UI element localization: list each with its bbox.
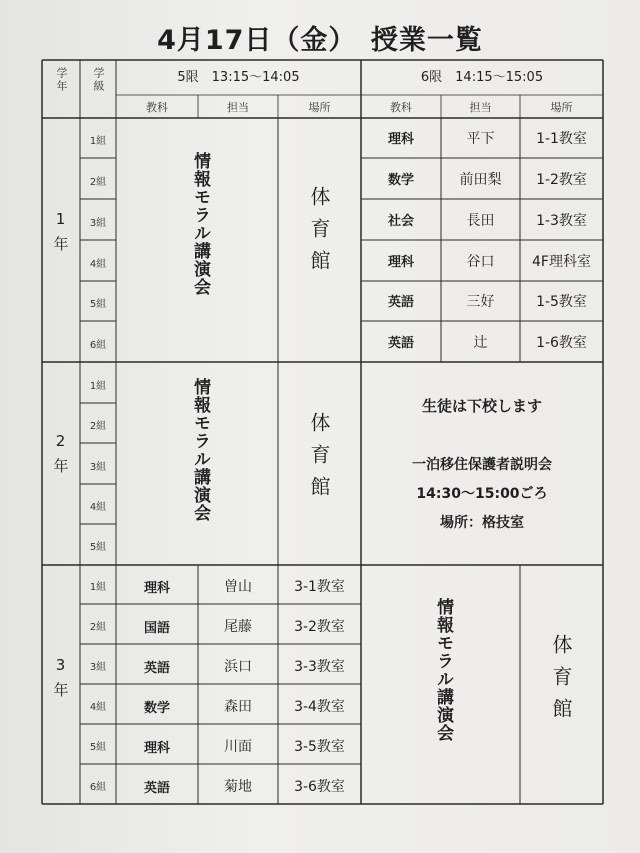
p6-place-header: 場所 — [550, 101, 573, 114]
g1-p6-subject: 理科 — [387, 255, 414, 270]
g3-p5-teacher: 川面 — [224, 739, 252, 755]
g1-p6-subject: 英語 — [387, 295, 414, 310]
g1-p6-room: 1-6教室 — [536, 335, 587, 351]
g3-p5-room: 3-1教室 — [294, 579, 345, 595]
g1-p6-subject: 社会 — [387, 214, 414, 229]
grade-label-3: 3年 — [51, 656, 70, 705]
g3-p5-teacher: 森田 — [224, 699, 252, 715]
g1-p6-subject: 理科 — [387, 132, 414, 147]
p5-teacher-header: 担当 — [227, 101, 249, 114]
g3-p5-room: 3-5教室 — [294, 739, 345, 755]
grade-label-1: 1年 — [51, 210, 70, 259]
g1-p6-teacher: 前田梨 — [459, 172, 502, 188]
class-label: 4組 — [89, 502, 107, 513]
g1-p6-teacher: 辻 — [473, 335, 488, 351]
g3-p5-teacher: 曽山 — [224, 579, 252, 595]
p5-subject-header: 教科 — [146, 101, 168, 114]
class-label: 5組 — [89, 299, 107, 310]
class-label: 2組 — [89, 622, 107, 633]
g3-p5-room: 3-3教室 — [294, 659, 345, 675]
g1-p6-room: 1-3教室 — [536, 213, 587, 229]
grade-label-2: 2年 — [51, 432, 70, 481]
page-title: 4月17日（金） 授業一覧 — [157, 25, 483, 56]
class-label: 2組 — [89, 177, 107, 188]
class-label: 6組 — [89, 340, 107, 351]
grade2-p6-meeting-place: 場所：格技室 — [440, 515, 524, 531]
grade2-p6-dismissal: 生徒は下校します — [421, 397, 542, 415]
period5-header: 5限 13:15～14:05 — [177, 70, 300, 85]
g3-p5-subject: 国語 — [143, 621, 170, 636]
g1-p6-room: 4F理科室 — [532, 254, 591, 270]
g3-p5-subject: 英語 — [143, 781, 170, 796]
g3-p5-teacher: 菊地 — [224, 779, 252, 795]
g3-p5-teacher: 浜口 — [224, 659, 252, 675]
g1-p6-teacher: 長田 — [466, 213, 495, 229]
class-label: 1組 — [89, 582, 107, 593]
grade2-p5-place: 体育館 — [307, 412, 331, 508]
g1-p6-teacher: 谷口 — [466, 254, 495, 270]
g3-p5-teacher: 尾藤 — [224, 619, 252, 635]
header-gakunen: 学年 — [55, 67, 68, 93]
class-label: 3組 — [89, 662, 107, 673]
g3-p5-subject: 理科 — [143, 581, 170, 596]
class-label: 4組 — [89, 259, 107, 270]
class-label: 3組 — [89, 218, 107, 229]
header-gakkyu: 学級 — [92, 67, 105, 93]
grade2-p6-meeting-time: 14:30～15:00ごろ — [416, 486, 548, 502]
class-label: 5組 — [89, 742, 107, 753]
class-label: 4組 — [89, 702, 107, 713]
grade1-p5-place: 体育館 — [307, 186, 331, 282]
p6-teacher-header: 担当 — [469, 101, 492, 114]
grade1-p5-event: 情報モラル講演会 — [190, 152, 210, 296]
g1-p6-room: 1-5教室 — [536, 294, 587, 310]
grade3-p6-event: 情報モラル講演会 — [433, 598, 453, 742]
g1-p6-room: 1-2教室 — [536, 172, 587, 188]
period6-header: 6限 14:15～15:05 — [420, 70, 544, 85]
class-label: 1組 — [89, 381, 107, 392]
grade3-p6-place: 体育館 — [549, 634, 573, 730]
p5-place-header: 場所 — [308, 101, 331, 114]
g3-p5-subject: 数学 — [143, 701, 170, 716]
g1-p6-subject: 英語 — [387, 336, 414, 351]
g3-p5-room: 3-4教室 — [294, 699, 345, 715]
grade2-p5-event: 情報モラル講演会 — [190, 378, 210, 522]
class-label: 1組 — [89, 136, 107, 147]
class-label: 5組 — [89, 542, 107, 553]
class-label: 6組 — [89, 782, 107, 793]
g3-p5-room: 3-2教室 — [294, 619, 345, 635]
p6-subject-header: 教科 — [390, 101, 412, 114]
g3-p5-subject: 英語 — [143, 661, 170, 676]
g1-p6-teacher: 三好 — [466, 294, 495, 310]
class-label: 2組 — [89, 421, 107, 432]
class-label: 3組 — [89, 462, 107, 473]
g1-p6-room: 1-1教室 — [536, 131, 587, 147]
g3-p5-room: 3-6教室 — [294, 779, 345, 795]
grade2-p6-meeting-title: 一泊移住保護者説明会 — [412, 457, 552, 473]
g1-p6-teacher: 平下 — [466, 131, 495, 147]
g1-p6-subject: 数学 — [387, 173, 414, 188]
g3-p5-subject: 理科 — [143, 741, 170, 756]
